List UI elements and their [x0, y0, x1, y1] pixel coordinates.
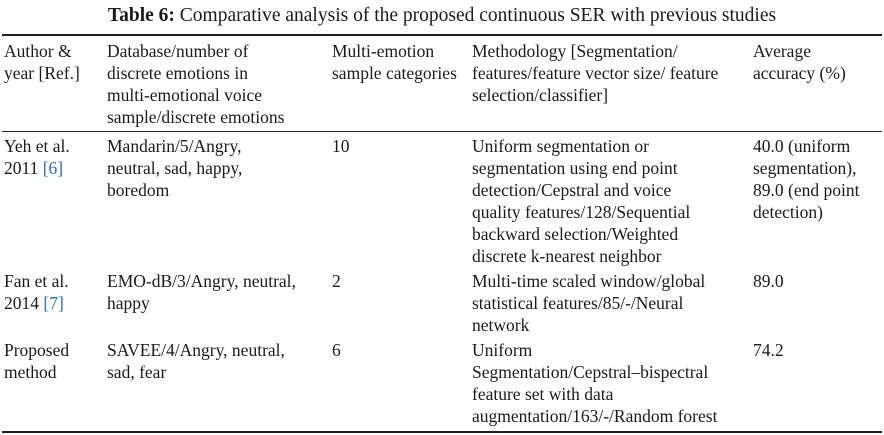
- header-categories: Multi-emotion sample categories: [332, 41, 457, 83]
- table-row-categories: 2: [332, 271, 341, 291]
- reference-link[interactable]: [6]: [42, 158, 64, 178]
- table-row-author: [4, 270, 69, 314]
- header-methodology: Methodology [Segmentation/ features/feature vector size/ feature selection/classifier]: [472, 41, 719, 105]
- header-author-year: Author & year [Ref.]: [4, 41, 80, 83]
- header-database: Database/number of discrete emotions in multi-emotional voice sample/discrete emotions: [107, 41, 285, 127]
- table-row-categories: 10: [332, 136, 350, 156]
- table-row-accuracy: 40.0 (uniform segmentation), 89.0 (end point detection): [753, 136, 860, 222]
- table-row-database: Mandarin/5/Angry, neutral, sad, happy, boredom: [107, 136, 243, 200]
- table-row-accuracy: 74.2: [753, 340, 784, 360]
- table-row-categories: 6: [332, 340, 341, 360]
- table-bottom-rule: [2, 431, 882, 433]
- table-row-author: Proposed method: [4, 340, 70, 382]
- caption-text: Comparative analysis of the proposed continuous SER with previous studies: [174, 5, 777, 26]
- reference-link[interactable]: [7]: [43, 293, 64, 313]
- table-row-database: EMO-dB/3/Angry, neutral, happy: [107, 271, 296, 313]
- caption-label: Table 6:: [107, 5, 175, 26]
- table-row-methodology: Multi-time scaled window/global statistical features/85/-/Neural network: [472, 271, 706, 335]
- header-rule: [2, 131, 882, 132]
- table-row-methodology: Uniform Segmentation/Cepstral–bispectral feature set with data augmentation/163/-/Random forest: [472, 340, 718, 426]
- header-accuracy: Average accuracy (%): [753, 41, 846, 83]
- table-row-database: SAVEE/4/Angry, neutral, sad, fear: [107, 340, 285, 382]
- author-text: Yeh et al. 2011: [4, 136, 70, 178]
- table-top-rule: [2, 34, 882, 36]
- table-caption: [0, 3, 884, 29]
- table-row-accuracy: 89.0: [753, 271, 784, 291]
- table-row-methodology: Uniform segmentation or segmentation using end point detection/Cepstral and voice quality features/128/Sequential backward selection/Weighted discrete k-nearest neighbor: [472, 136, 691, 266]
- author-text: Fan et al. 2014: [4, 271, 69, 313]
- table-row-author: [4, 135, 70, 179]
